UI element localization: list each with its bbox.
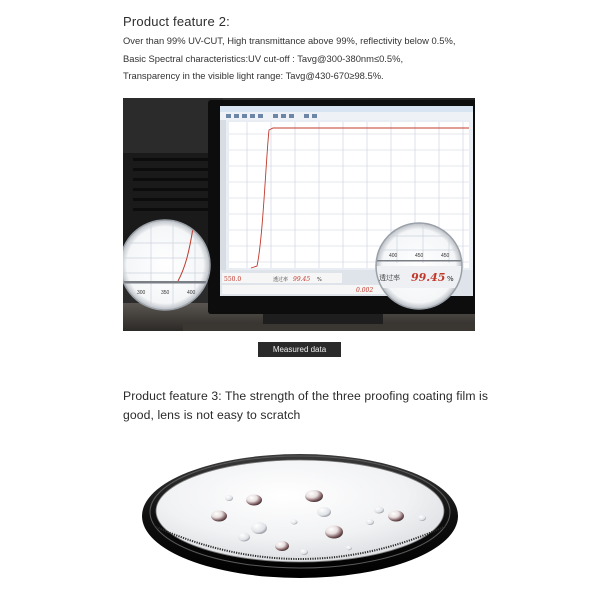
feature2-line-2: Basic Spectral characteristics:UV cut-off : Tavg@300-380nm≤0.5%, [123, 53, 404, 64]
status-right-value: 0.002 [356, 287, 374, 294]
feature3-title: Product feature 3: The strength of the three proofing coating film is good, lens is not easy to scratch [123, 389, 489, 422]
status-unit: % [317, 277, 322, 283]
left-zoom-tick-3: 400 [187, 290, 196, 296]
measurement-photo [123, 98, 475, 331]
status-value: 99.45 [293, 276, 311, 283]
lens-glass [156, 460, 444, 562]
right-zoom-tick-1: 400 [389, 253, 398, 259]
right-zoom-tick-2: 450 [415, 253, 424, 259]
feature2-title: Product feature 2: [123, 14, 230, 29]
left-zoom-tick-2: 350 [161, 290, 170, 296]
status-left-value: 550.0 [224, 276, 242, 283]
feature2-line-1: Over than 99% UV-CUT, High transmittance above 99%, reflectivity below 0.5%, [123, 35, 456, 46]
right-zoom-tick-3: 450 [441, 253, 450, 259]
zoom-reading-unit: % [447, 275, 454, 283]
lens-photo [124, 432, 474, 600]
measured-data-badge: Measured data [258, 342, 341, 357]
status-label: 透过率 [273, 277, 289, 283]
lens-illustration [124, 432, 474, 600]
zoom-reading-label: 透过率 [379, 274, 400, 282]
feature2-line-3: Transparency in the visible light range: Tavg@430-670≥98.5%. [123, 70, 384, 81]
left-zoom-tick-1: 300 [137, 290, 146, 296]
measurement-photo-graphic [123, 98, 475, 331]
zoom-reading-value: 99.45 [411, 271, 446, 284]
